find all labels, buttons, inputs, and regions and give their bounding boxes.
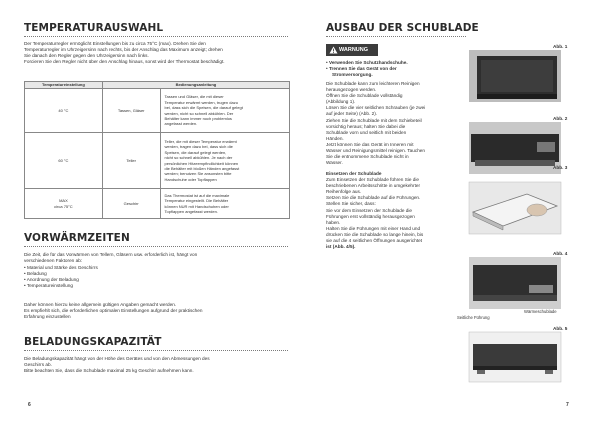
removal-steps — [326, 81, 463, 166]
text-line: ist (Abb. 4/5). — [326, 244, 356, 250]
text-line: Ziehen Sie die Schublade mit dem Schiebeteil — [326, 117, 422, 123]
table-cell-description — [160, 133, 289, 189]
capacity-text — [24, 356, 290, 374]
table-cell-temp: 60 °C — [25, 133, 103, 189]
text-line: Forcieren Sie den Regler nicht über den Anschlag hinaus, sonst wird der Thermostat beschädigt. — [24, 59, 225, 65]
list-item: • Material und Stärke des Geschirrs — [24, 265, 98, 271]
text-line: Die Schublade kann zum leichteren Reinigen — [326, 81, 420, 86]
figure-4-illustration — [467, 255, 563, 311]
text-line: Bitte beachten Sie, dass die Schublade maximal 25 kg Geschirr aufnehmen kann. — [24, 368, 194, 374]
figure-5-illustration — [467, 330, 563, 384]
divider — [24, 246, 288, 247]
cell-line: nicht so schnell abkühlen. Je nach der — [164, 155, 233, 161]
figure-label: Abb. 2 — [553, 116, 568, 121]
cell-line: circa 75°C — [54, 203, 73, 209]
text-line: Die Beladungskapazität hängt von der Höhe des Gerätes und von den Abmessungen des — [24, 356, 210, 361]
figure-1-illustration — [467, 48, 563, 104]
text-line: haben. — [326, 219, 341, 225]
cell-line: Temperatur erwärmt werden, trugen dazu — [164, 99, 238, 105]
warning-text: Verwenden Sie Schutzhandschuhe. — [328, 60, 408, 65]
preheat-heading: VORWÄRMZEITEN — [24, 232, 130, 244]
figure-label: Abb. 3 — [553, 165, 568, 170]
table-row — [25, 189, 290, 219]
text-line: beschriebenen Arbeitsschritte in umgekehrter — [326, 183, 421, 189]
text-line: verschiedenen Faktoren ab: — [24, 258, 83, 264]
figure-label: Abb. 4 — [553, 251, 568, 256]
text-line: Sie vor dem Einsetzen der Schublade die — [326, 207, 412, 213]
text-line: Reihenfolge aus. — [326, 189, 362, 195]
table-row — [25, 89, 290, 133]
text-line: vorsichtig heraus; halten Sie dabei die — [326, 123, 406, 129]
text-line: Öffnen Sie die Schublade vollständig — [326, 93, 403, 99]
text-line: Jetzt können Sie das Gerät im Inneren mit — [326, 141, 414, 147]
cell-line: können NUR mit Handschuhen oder — [164, 203, 229, 209]
cell-line: die Behälter mit bloßen Händen angefasst — [164, 165, 240, 171]
cell-line: werden, nicht so schnell abkühlen. Der — [164, 110, 234, 116]
preheat-factor-list — [24, 265, 98, 289]
table-header-row — [25, 82, 290, 89]
temperature-intro — [24, 41, 290, 65]
caption-side-guide: Seitliche Führung — [457, 315, 490, 320]
table-cell-temp: 40 °C — [25, 89, 103, 133]
text-line: Halten Sie die Führungen mit einer Hand und — [326, 225, 421, 231]
cell-line: Topflappen angefasst werden. — [164, 208, 218, 214]
cell-line: Teller, die mit dieser Temperatur erwärmt — [164, 138, 237, 144]
cell-line: MAX — [59, 198, 68, 204]
figure-label: Abb. 5 — [553, 326, 568, 331]
cell-line: Temperatur eingestellt. Die Behälter — [164, 198, 229, 204]
text-line: Zum Einsetzen der Schublade führen Sie die — [326, 177, 420, 183]
divider — [326, 36, 466, 37]
text-line: Händen. — [326, 135, 344, 141]
table-cell-temp — [25, 189, 103, 219]
text-line: Die Zeit, die für das Vorwärmen von Tellern, Gläsern usw. erforderlich ist, hängt von — [24, 252, 198, 257]
table-cell-description — [160, 189, 289, 219]
text-line: Schublade vorn und seitlich mit beiden — [326, 129, 407, 135]
drawer-removal-heading: AUSBAU DER SCHUBLADE — [326, 22, 479, 34]
figure-3-illustration — [467, 180, 563, 236]
text-line: Setzen Sie die Schublade auf die Führungen. — [326, 195, 421, 201]
table-cell-use: Teller — [102, 133, 160, 189]
insert-heading: Einsetzen der Schublade — [326, 171, 382, 176]
warning-box — [326, 44, 378, 56]
list-item: • Beladung — [24, 271, 98, 277]
cell-line: Das Thermostat ist auf die maximale — [164, 192, 230, 198]
insert-section — [326, 171, 463, 250]
cell-line: werden; benutzen Sie ansonsten bitte — [164, 171, 232, 177]
text-line: Sie danach den Regler gegen den Uhrzeigersinn nach links. — [24, 53, 149, 59]
preheat-intro — [24, 252, 290, 264]
table-header-instructions: Bedienungsanleitung — [102, 82, 289, 89]
capacity-heading: BELADUNGSKAPAZITÄT — [24, 336, 162, 348]
text-line: Geschirrs ab. — [24, 362, 52, 368]
text-line: auf jeder Seite) (Abb. 2). — [326, 111, 378, 117]
table-header-temperature: Temperatureinstellung — [25, 82, 103, 89]
list-item: • Trennen Sie das Gerät von der — [326, 66, 397, 72]
text-line: drücken Sie die Schublade so lange hinein, bis — [326, 231, 424, 237]
warning-text: Stromversorgung. — [332, 72, 373, 78]
cell-line: persönlichen Hitzeempfindlichkeit können — [164, 160, 239, 166]
warning-text: Trennen Sie das Gerät von der — [328, 66, 397, 72]
text-line: Wasser. — [326, 160, 343, 166]
preheat-outro — [24, 302, 290, 320]
figure-2-illustration — [467, 120, 563, 176]
cell-line: werden, tragen dazu bei, dass sich die — [164, 144, 233, 150]
text-line: herausgezogen werden. — [326, 87, 377, 93]
table-cell-description — [160, 89, 289, 133]
text-line: Der Temperaturregler ermöglicht Einstellungen bis zu circa 75°C (max). Drehen Sie den — [24, 41, 206, 46]
list-item: • Temperatureinstellung — [24, 283, 98, 289]
cell-line: bei, dass sich die Speisen, die darauf gelegt — [164, 105, 243, 111]
text-line: Erfahrung einzustellen — [24, 314, 71, 320]
figure-label: Abb. 1 — [553, 44, 568, 49]
cell-line: angefasst werden. — [164, 121, 198, 127]
list-item — [326, 72, 463, 78]
list-item: • Verwenden Sie Schutzhandschuhe. — [326, 60, 408, 65]
cell-line: Tassen und Gläser, die mit dieser — [164, 94, 224, 100]
warning-label: WARNUNG — [339, 47, 369, 53]
table-row — [25, 133, 290, 189]
temperature-table — [24, 81, 290, 219]
text-line: sie auf die 4 seitlichen Öffnungen ausgerichtet — [326, 238, 423, 244]
divider — [24, 350, 288, 351]
text-line: Daher können hierzu keine allgemein gültigen Angaben gemacht werden. — [24, 302, 177, 307]
list-item: • Anordnung der Beladung — [24, 277, 98, 283]
page-number: 6 — [28, 402, 31, 408]
cell-line: Speisen, die darauf gelegt werden, — [164, 149, 227, 155]
text-line: Wasser und Reinigungsmittel reinigen. Tauchen — [326, 148, 426, 154]
warning-list — [326, 60, 463, 78]
table-cell-use: Geschirr — [102, 189, 160, 219]
cell-line: Behälter kann immer noch problemlos — [164, 115, 232, 121]
temperature-heading: TEMPERATURAUSWAHL — [24, 22, 164, 34]
text-line: Sie die entnommene Schublade nicht in — [326, 154, 409, 160]
table-cell-use: Tassen, Gläser — [102, 89, 160, 133]
text-line: Stellen Sie sicher, dass: — [326, 201, 376, 207]
text-line: Temperaturregler im Uhrzeigersinn nach rechts, bis der Anschlag das Maximum anzeigt; drehen — [24, 47, 223, 53]
text-line: Es empfiehlt sich, die erforderlichen optimalen Einstellungen aufgrund der praktischen — [24, 308, 203, 314]
warning-icon — [329, 46, 338, 54]
cell-line: Handschuhe oder Topflappen — [164, 176, 217, 182]
text-line: (Abbildung 1). — [326, 99, 356, 105]
text-line: Lösen Sie die vier seitlichen Schrauben (je zwei — [326, 105, 426, 111]
divider — [24, 36, 288, 37]
caption-warming-drawer: Wärmeschublade — [524, 309, 557, 314]
text-line: Führungen erst vollständig herausgezogen — [326, 213, 415, 219]
page-number: 7 — [566, 402, 569, 408]
